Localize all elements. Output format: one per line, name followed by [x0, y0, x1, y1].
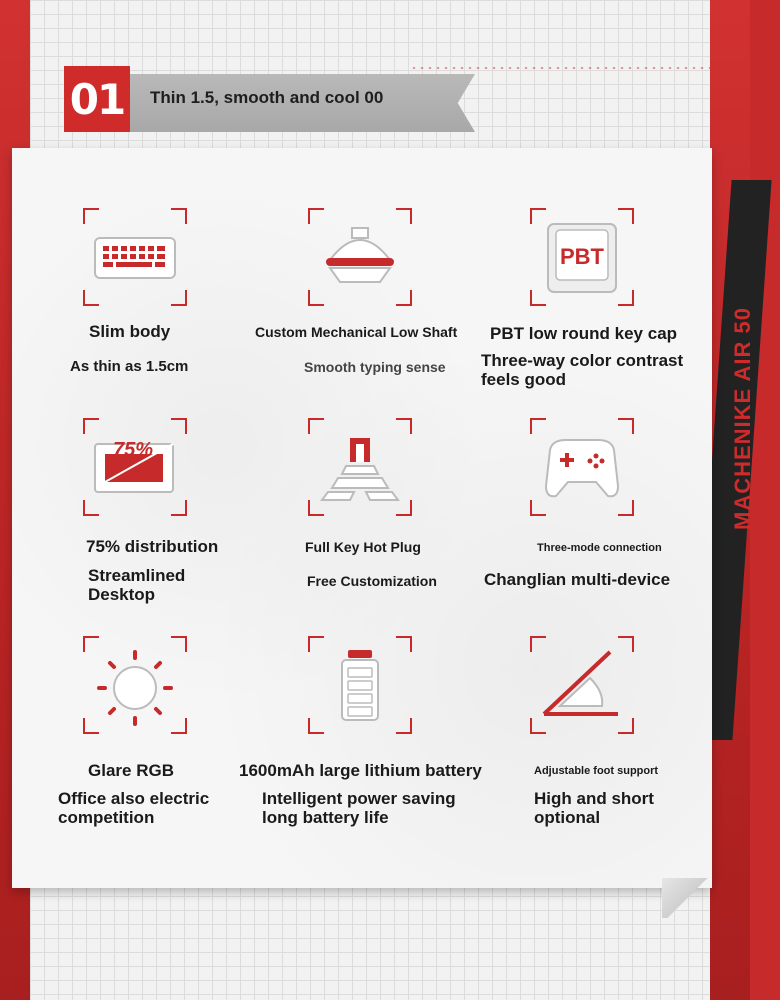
mechanical-switch-icon [308, 208, 412, 306]
dotted-divider [410, 66, 710, 70]
feature-title: PBT low round key cap [490, 324, 678, 343]
section-banner [64, 66, 414, 132]
section-title: Thin 1.5, smooth and cool 00 [150, 88, 384, 107]
feature-title: Custom Mechanical Low Shaft [255, 324, 458, 340]
feature-title: Slim body [89, 322, 171, 341]
feature-subtitle: Three-way color contrast feels good [481, 351, 684, 389]
keyboard-icon [83, 208, 187, 306]
percent-layout-icon [83, 418, 187, 516]
page-curl [662, 878, 712, 918]
battery-icon [308, 636, 412, 734]
feature-subtitle: Free Customization [307, 573, 437, 589]
adjustable-foot-icon [530, 636, 634, 734]
feature-subtitle: Intelligent power saving long battery life [262, 789, 456, 827]
sun-icon [83, 636, 187, 734]
section-number: 01 [64, 66, 130, 132]
feature-subtitle: As thin as 1.5cm [70, 358, 189, 375]
feature-title: Glare RGB [88, 761, 174, 780]
svg-text:75%: 75% [112, 439, 154, 461]
feature-subtitle: Changlian multi-device [484, 570, 671, 589]
feature-subtitle: High and short optional [534, 789, 654, 827]
gamepad-icon [530, 418, 634, 516]
feature-subtitle: Office also electric competition [58, 789, 210, 827]
svg-text:PBT: PBT [560, 244, 604, 269]
feature-subtitle: Smooth typing sense [304, 359, 446, 375]
feature-title: Three-mode connection [537, 542, 662, 554]
feature-title: Adjustable foot support [534, 765, 659, 777]
feature-subtitle: Streamlined Desktop [88, 566, 186, 604]
feature-title: Full Key Hot Plug [305, 539, 421, 555]
feature-card [12, 148, 712, 888]
pbt-keycap-icon [530, 208, 634, 306]
feature-title: 75% distribution [86, 537, 219, 556]
feature-title: 1600mAh large lithium battery [239, 761, 482, 780]
side-brand-label: MACHENIKE AIR 50 [730, 307, 755, 530]
hot-plug-icon [308, 418, 412, 516]
